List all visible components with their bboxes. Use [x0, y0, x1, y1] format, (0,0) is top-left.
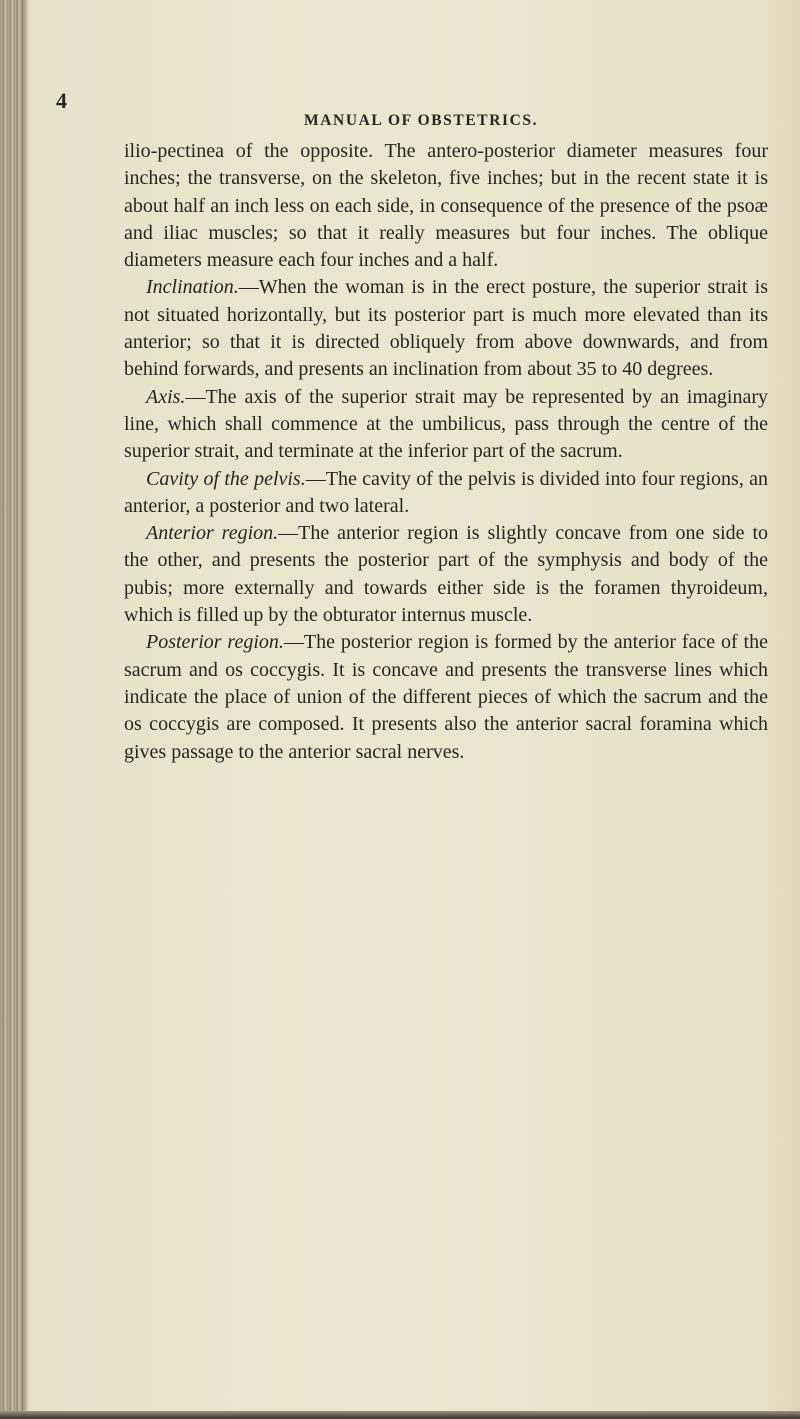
page-number: 4	[56, 88, 67, 113]
paragraph-text: —The axis of the superior strait may be represented by an imaginary line, which shall commence at the umbilicus, pass through the centre of the superior strait, and terminate at the inferior part of the sacrum.	[124, 385, 768, 463]
paragraph-text: —When the woman is in the erect posture, the superior strait is not situated horizontally, but its posterior part is much more elevated than its anterior; so that it is directed obliquely from above downwards, and from behind forwards, and presents an inclination from about 35 to 40 degrees.	[124, 276, 768, 381]
paragraph-heading: Posterior region.	[146, 631, 284, 654]
paragraph-heading: Cavity of the pelvis.	[146, 467, 306, 490]
paragraph-text: ilio-pectinea of the opposite. The antero-posterior diameter measures four inches; the transverse, on the skeleton, five inches; but in the recent state it is about half an inch less on each side, in consequence of the presence of the psoæ and iliac muscles; so that it really measures but four inches. The oblique diameters measure each four inches and a half.	[124, 140, 768, 272]
page-binding-edge	[22, 0, 28, 1419]
paragraph-text: —The cavity of the pelvis is divided into four regions, an anterior, a posterior and two lateral.	[124, 467, 768, 517]
paragraph-text: —The anterior region is slightly concave from one side to the other, and presents the posterior part of the symphysis and body of the pubis; more externally and towards either side is the foramen thyroideum, which is filled up by the obturator internus muscle.	[124, 522, 769, 627]
paragraph-heading: Inclination.	[146, 276, 239, 299]
page-header	[56, 88, 756, 128]
page-binding	[0, 0, 22, 1419]
paragraph-inclination	[124, 274, 768, 383]
running-head: MANUAL OF OBSTETRICS.	[304, 112, 539, 129]
paragraph-heading: Anterior region.	[146, 522, 279, 545]
paragraph-anterior-region	[124, 520, 768, 629]
paragraph-posterior-region	[124, 629, 768, 765]
paragraph-axis	[124, 384, 768, 466]
paragraph-heading: Axis.	[146, 385, 186, 408]
paragraph-cavity	[124, 466, 768, 521]
body-text	[124, 138, 768, 766]
paragraph-continuation	[124, 138, 768, 274]
paragraph-text: —The posterior region is formed by the anterior face of the sacrum and os coccygis. It is concave and presents the transverse lines which indicate the place of union of the different pieces of which the sacrum and the os coccygis are composed. It presents also the anterior sacral foramina which gives passage to the anterior sacral nerves.	[124, 631, 768, 763]
page-bottom-edge	[0, 1411, 800, 1419]
